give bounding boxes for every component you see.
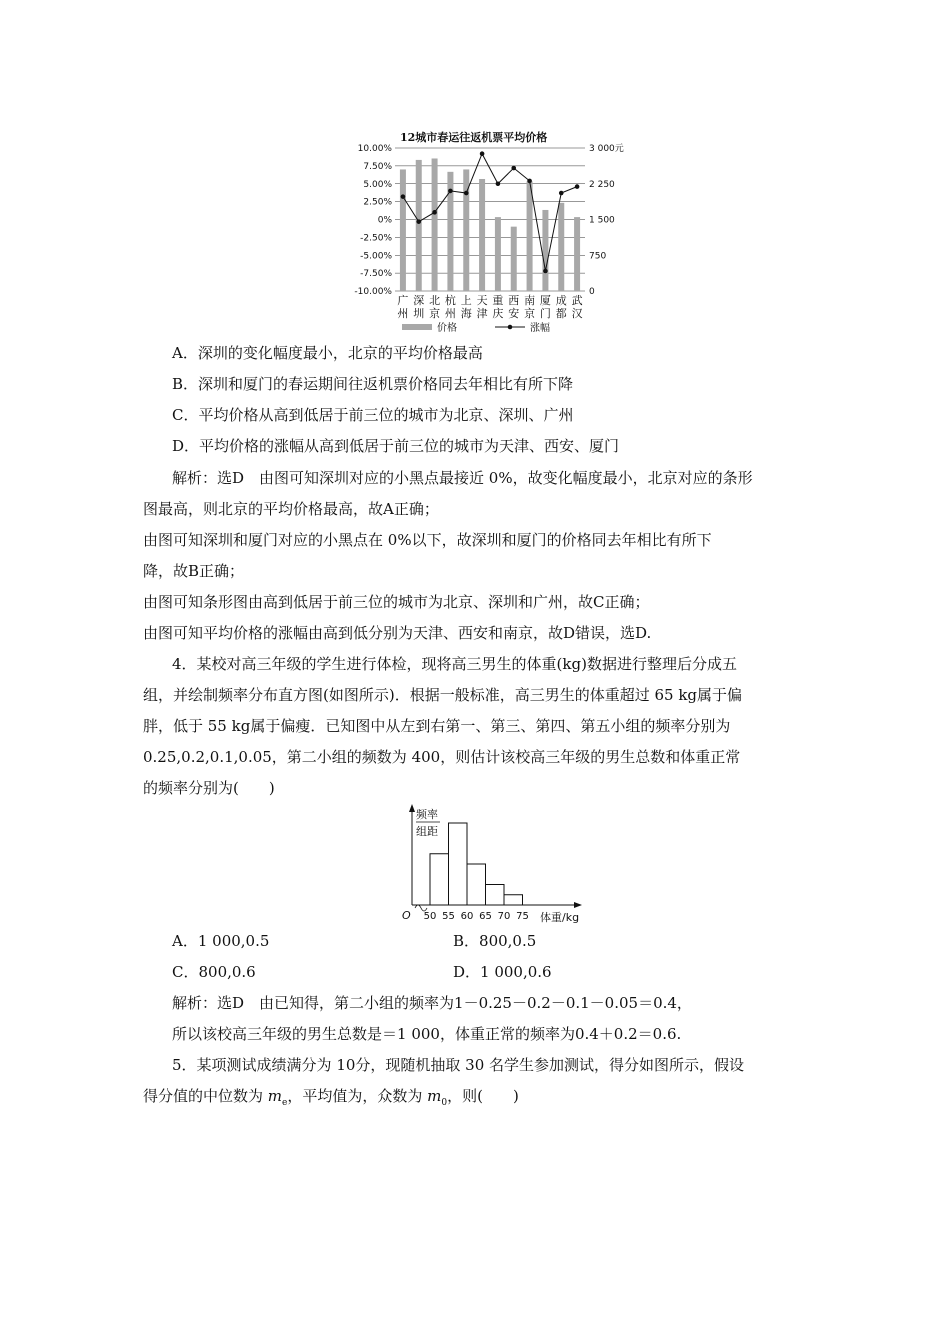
price-bar — [542, 210, 548, 291]
left-tick-label: -2.50% — [360, 233, 392, 244]
category-label-top: 厦 — [539, 294, 551, 307]
left-tick-label: 10.00% — [357, 144, 392, 154]
category-label-top: 北 — [429, 294, 441, 307]
histogram-bar — [504, 895, 523, 905]
y-axis-arrow — [409, 804, 415, 812]
q3-solution-line-4: 降，故B正确； — [143, 562, 245, 580]
median-subscript: e — [282, 1098, 288, 1108]
x-axis-arrow — [574, 902, 582, 908]
mode-subscript: 0 — [441, 1098, 448, 1108]
price-bar — [495, 217, 501, 291]
category-label-bottom: 州 — [444, 307, 456, 320]
airfare-chart — [340, 140, 640, 340]
category-label-top: 成 — [555, 294, 567, 307]
change-point — [496, 181, 501, 186]
x-tick-label: 60 — [460, 911, 474, 922]
q3-solution-line-6: 由图可知平均价格的涨幅由高到低分别为天津、西安和南京，故D错误，选D. — [143, 624, 652, 642]
category-label-bottom: 京 — [524, 307, 536, 320]
q4-stem-line-2: 组，并绘制频率分布直方图(如图所示)．根据一般标准，高三男生的体重超过 65 kg属于偏 — [143, 686, 743, 704]
change-point — [543, 269, 548, 274]
left-tick-label: 2.50% — [363, 197, 392, 208]
x-axis-label: 体重/kg — [540, 911, 580, 924]
category-label-bottom: 海 — [460, 307, 472, 320]
left-tick-label: -10.00% — [354, 287, 392, 297]
change-point — [527, 179, 532, 184]
q5-stem-line-1: 5．某项测试成绩满分为 10分，现随机抽取 30 名学生参加测试，得分如图所示，假设 — [172, 1056, 745, 1074]
category-label-top: 深 — [413, 294, 425, 307]
change-point — [464, 191, 469, 196]
q5-stem-line-2 — [143, 1086, 519, 1113]
x-tick-label: 50 — [423, 911, 437, 922]
change-point — [448, 189, 453, 194]
legend-change-label: 涨幅 — [530, 323, 550, 334]
x-tick-label: 75 — [516, 911, 529, 922]
change-point — [401, 194, 406, 199]
category-label-top: 武 — [571, 294, 583, 307]
change-point — [480, 151, 485, 156]
q5-stem-mid: ，平均值为，众数为 — [287, 1087, 428, 1105]
median-symbol: m — [267, 1087, 283, 1105]
change-point — [559, 191, 564, 196]
category-label-bottom: 圳 — [413, 307, 425, 320]
price-bar — [558, 203, 564, 291]
q4-stem-line-5: 的频率分别为( ) — [143, 779, 275, 797]
change-line — [403, 154, 577, 271]
legend-change-dot — [508, 325, 513, 330]
category-label-top: 天 — [476, 294, 488, 307]
q4-option-d: D．1 000,0.6 — [453, 963, 552, 981]
category-label-bottom: 京 — [429, 307, 441, 320]
y-label-bottom: 组距 — [416, 825, 438, 838]
q4-option-b: B．800,0.5 — [453, 932, 537, 950]
x-tick-label: 55 — [442, 911, 455, 922]
q3-solution-line-5: 由图可知条形图由高到低居于前三位的城市为北京、深圳和广州，故C正确； — [143, 593, 650, 611]
y-label-top: 频率 — [416, 808, 438, 821]
q4-stem-line-3: 胖，低于 55 kg属于偏瘦．已知图中从左到右第一、第三、第四、第五小组的频率分别为 — [143, 717, 731, 735]
q5-stem-pre: 得分值的中位数为 — [143, 1087, 268, 1105]
q3-solution-line-3: 由图可知深圳和厦门对应的小黑点在 0%以下，故深圳和厦门的价格同去年相比有所下 — [143, 531, 712, 549]
left-tick-label: 0% — [377, 215, 392, 226]
histogram-bar — [467, 864, 486, 905]
right-tick-label: 2 250 — [589, 179, 615, 190]
category-label-top: 上 — [460, 294, 472, 307]
q4-stem-line-1: 4．某校对高三年级的学生进行体检，现将高三男生的体重(kg)数据进行整理后分成五 — [172, 655, 737, 673]
change-point — [575, 184, 580, 189]
category-label-top: 南 — [524, 294, 536, 307]
right-tick-label: 750 — [589, 251, 607, 262]
price-bar — [400, 169, 406, 291]
x-tick-label: 70 — [497, 911, 511, 922]
price-bar — [574, 217, 580, 291]
category-label-bottom: 汉 — [571, 307, 583, 320]
q3-option-a: A．深圳的变化幅度最小，北京的平均价格最高 — [172, 344, 483, 362]
price-bar — [432, 158, 438, 291]
right-tick-label: 1 500 — [589, 215, 615, 226]
legend-price-label: 价格 — [437, 323, 457, 334]
price-bar — [479, 179, 485, 291]
change-point — [511, 166, 516, 171]
chart1-title: 12城市春运往返机票平均价格 — [400, 131, 548, 144]
left-tick-label: -7.50% — [360, 269, 392, 280]
q4-option-a: A．1 000,0.5 — [172, 932, 270, 950]
histogram-bar — [486, 885, 505, 906]
q4-stem-line-4: 0.25,0.2,0.1,0.05，第二小组的频数为 400，则估计该校高三年级的男生总数和体重正常 — [143, 748, 741, 766]
legend-price-swatch — [402, 324, 432, 330]
category-label-bottom: 门 — [539, 307, 551, 320]
x-tick-label: 65 — [479, 911, 492, 922]
category-label-bottom: 都 — [555, 307, 567, 320]
mode-symbol: m — [427, 1087, 442, 1105]
q4-solution-line-1: 解析：选D 由已知得，第二小组的频率为1－0.25－0.2－0.1－0.05＝0.4， — [172, 994, 692, 1012]
price-bar — [527, 181, 533, 291]
category-label-top: 杭 — [444, 294, 456, 307]
histogram-bar — [449, 823, 468, 905]
price-bar — [511, 227, 517, 291]
category-label-top: 重 — [492, 294, 504, 307]
category-label-bottom: 庆 — [492, 307, 504, 320]
change-point — [432, 210, 437, 215]
left-tick-label: -5.00% — [360, 251, 392, 262]
q4-solution-line-2: 所以该校高三年级的男生总数是＝1 000，体重正常的频率为0.4＋0.2＝0.6. — [172, 1025, 682, 1043]
q4-option-c: C．800,0.6 — [172, 963, 256, 981]
left-tick-label: 5.00% — [363, 179, 392, 190]
q3-option-b: B．深圳和厦门的春运期间往返机票价格同去年相比有所下降 — [172, 375, 574, 393]
histogram-bar — [430, 854, 449, 905]
q3-solution-line-1: 解析：选D 由图可知深圳对应的小黑点最接近 0%，故变化幅度最小，北京对应的条形 — [172, 469, 753, 487]
price-bar — [416, 160, 422, 291]
right-tick-label: 3 000元 — [589, 144, 624, 154]
origin-label: O — [402, 909, 411, 922]
weight-histogram — [400, 800, 620, 925]
change-point — [416, 219, 421, 224]
category-label-bottom: 安 — [508, 307, 520, 320]
category-label-top: 广 — [397, 294, 409, 307]
right-tick-label: 0 — [589, 287, 595, 297]
q3-solution-line-2: 图最高，则北京的平均价格最高，故A正确； — [143, 500, 439, 518]
q3-option-d: D．平均价格的涨幅从高到低居于前三位的城市为天津、西安、厦门 — [172, 437, 620, 455]
q3-option-c: C．平均价格从高到低居于前三位的城市为北京、深圳、广州 — [172, 406, 574, 424]
category-label-top: 西 — [508, 294, 520, 307]
left-tick-label: 7.50% — [363, 161, 392, 172]
category-label-bottom: 津 — [476, 307, 488, 320]
category-label-bottom: 州 — [397, 307, 409, 320]
q5-stem-post: ，则( ) — [447, 1087, 519, 1105]
